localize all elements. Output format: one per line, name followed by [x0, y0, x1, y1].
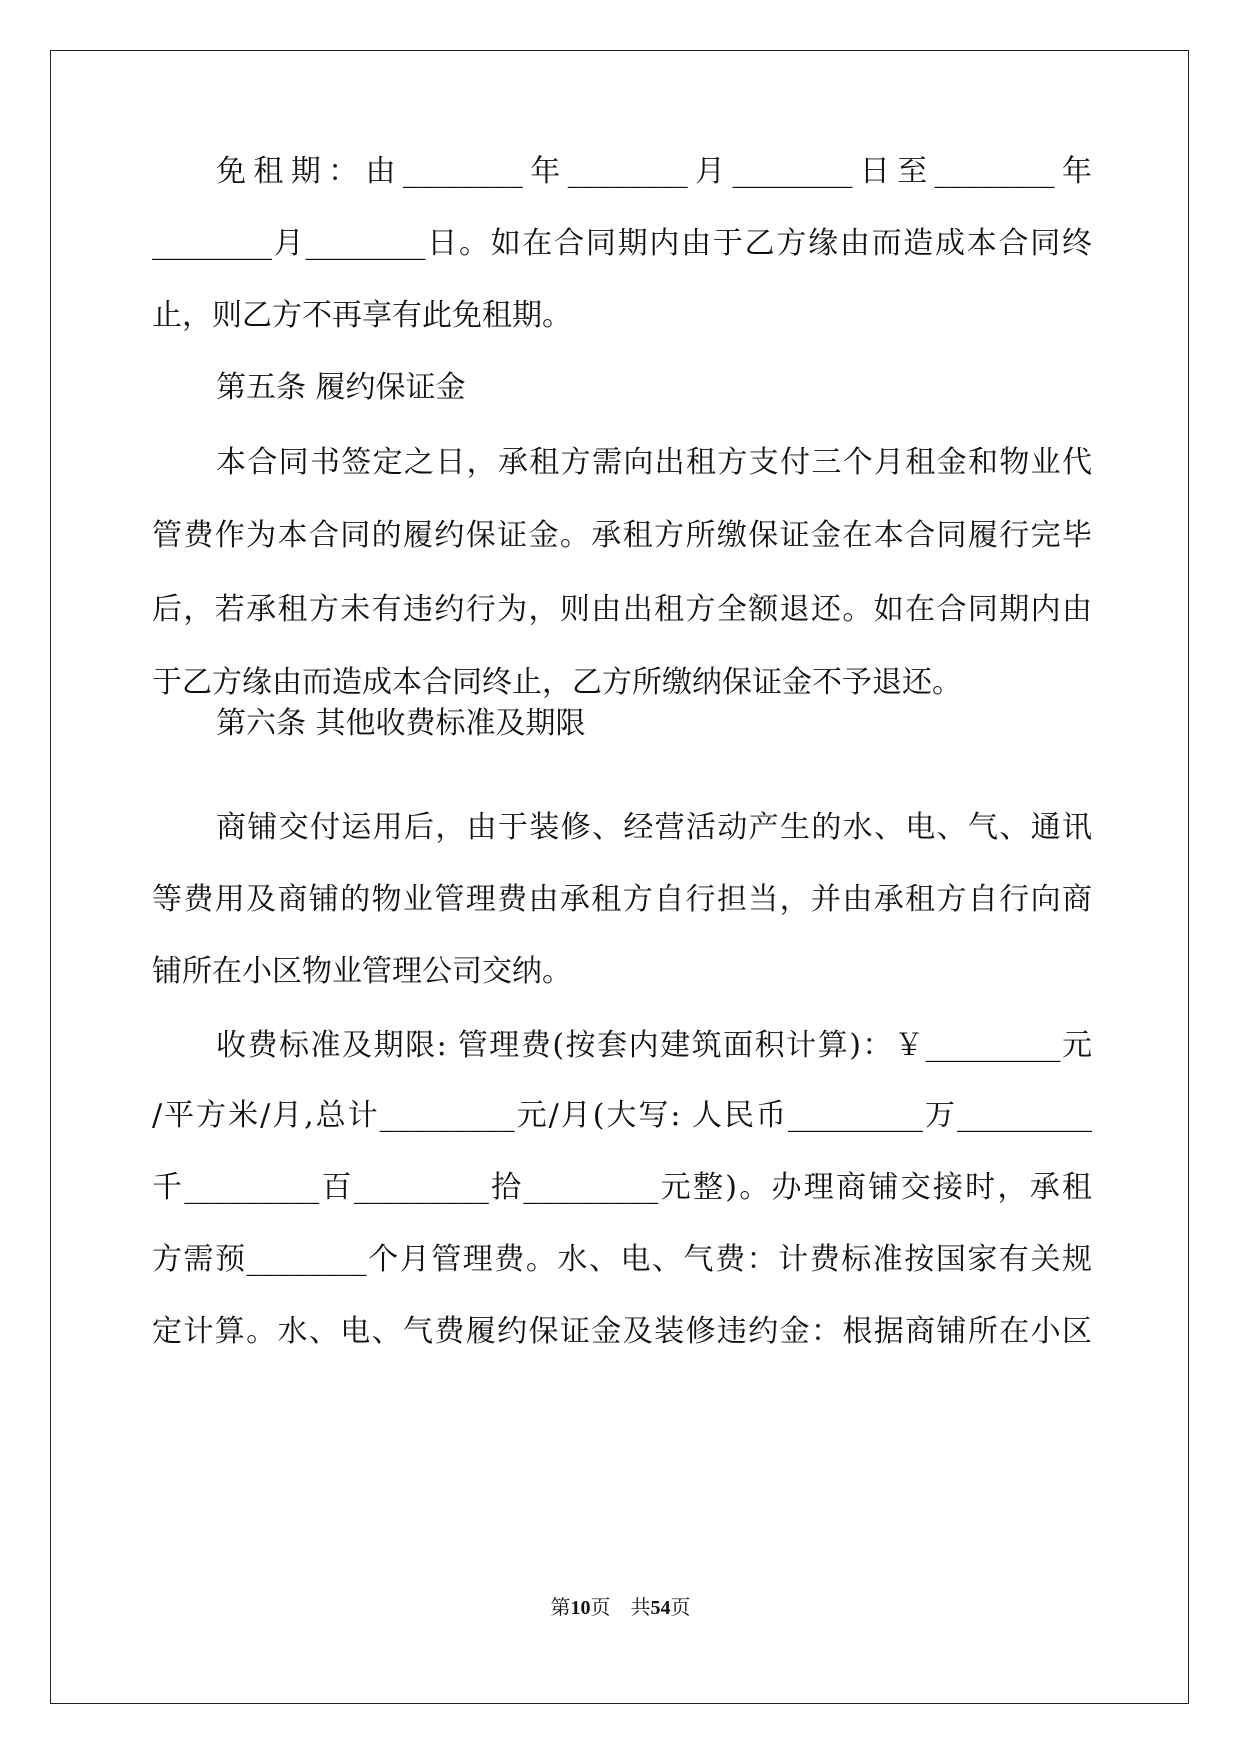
- footer-suffix: 页: [670, 1597, 691, 1619]
- footer-middle: 页 共: [590, 1597, 651, 1619]
- text-line: 管费作为本合同的履约保证金。承租方所缴保证金在本合同履行完毕: [152, 518, 1092, 553]
- text-line: 方需预________个月管理费。水、电、气费：计费标准按国家有关规: [152, 1242, 1092, 1277]
- text-line: 商铺交付运用后，由于装修、经营活动产生的水、电、气、通讯: [216, 810, 1092, 845]
- text-line: 于乙方缘由而造成本合同终止，乙方所缴纳保证金不予退还。: [152, 665, 962, 700]
- text-line: 后，若承租方未有违约行为，则由出租方全额退还。如在合同期内由: [152, 592, 1092, 627]
- text-line: 免租期：由________年________月________日至________年: [216, 154, 1092, 189]
- footer-prefix: 第: [550, 1597, 571, 1619]
- section-heading: 第五条 履约保证金: [216, 370, 466, 405]
- text-line: 千_________百_________拾_________元整)。办理商铺交接时，承租: [152, 1170, 1092, 1205]
- text-line: 收费标准及期限: 管理费(按套内建筑面积计算)：￥_________元: [216, 1028, 1092, 1063]
- text-line: 定计算。水、电、气费履约保证金及装修违约金：根据商铺所在小区: [152, 1314, 1092, 1349]
- text-line: 铺所在小区物业管理公司交纳。: [152, 954, 572, 989]
- text-line: 本合同书签定之日，承租方需向出租方支付三个月租金和物业代: [216, 445, 1092, 480]
- text-line: 等费用及商铺的物业管理费由承租方自行担当，并由承租方自行向商: [152, 882, 1092, 917]
- text-line: ________月________日。如在合同期内由于乙方缘由而造成本合同终: [152, 226, 1092, 261]
- text-line: /平方米/月,总计_________元/月(大写: 人民币_________万_________: [152, 1098, 1092, 1133]
- page-number: [0, 1595, 1241, 1621]
- section-heading: 第六条 其他收费标准及期限: [216, 706, 586, 741]
- current-page-number: 10: [570, 1597, 591, 1619]
- text-line: 止，则乙方不再享有此免租期。: [152, 298, 572, 333]
- total-page-number: 54: [650, 1597, 671, 1619]
